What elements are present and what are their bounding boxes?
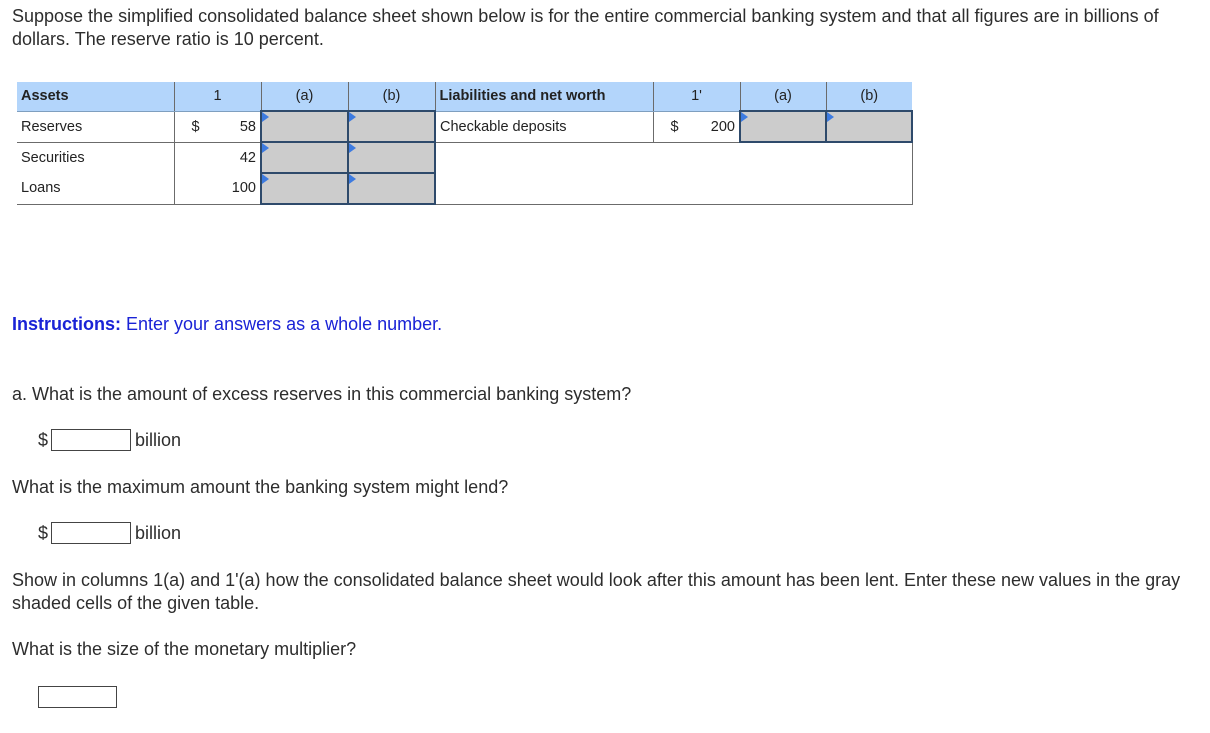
currency-symbol: $	[670, 118, 679, 135]
loans-col-a-cell[interactable]	[261, 173, 348, 204]
header-col-a: (a)	[261, 82, 348, 111]
header-liabilities: Liabilities and net worth	[435, 82, 653, 111]
loans-col-b-cell[interactable]	[348, 173, 435, 204]
loans-value-cell	[174, 173, 261, 204]
empty-cell	[826, 173, 912, 204]
empty-cell	[435, 173, 653, 204]
empty-cell	[740, 173, 826, 204]
reserves-col-a-input[interactable]	[262, 112, 347, 141]
dollar-sign: $	[38, 522, 49, 543]
question-show-columns: Show in columns 1(a) and 1'(a) how the consolidated balance sheet would look after this amount has been lent. Enter these new values in the gray shaded cells of the given table.	[12, 570, 1181, 613]
loans-value: 100	[231, 180, 256, 197]
answer-row-excess-reserves	[38, 429, 181, 451]
max-lend-input[interactable]	[51, 522, 131, 544]
cell-flag-icon	[262, 112, 269, 122]
header-col-b: (b)	[348, 82, 435, 111]
securities-col-a-cell[interactable]	[261, 142, 348, 173]
cell-flag-icon	[741, 112, 748, 122]
balance-sheet-table	[17, 82, 913, 205]
cell-flag-icon	[262, 143, 269, 153]
cell-flag-icon	[349, 143, 356, 153]
question-max-lend: What is the maximum amount the banking system might lend?	[12, 477, 509, 497]
securities-value-cell	[174, 142, 261, 173]
empty-cell	[653, 142, 740, 173]
monetary-multiplier-input[interactable]	[38, 686, 117, 708]
reserves-col-b-cell[interactable]	[348, 111, 435, 142]
table-header-row	[17, 82, 912, 111]
row-label-securities: Securities	[21, 149, 85, 166]
cell-flag-icon	[827, 112, 834, 122]
cell-flag-icon	[349, 174, 356, 184]
row-label-loans: Loans	[17, 173, 174, 204]
empty-cell	[653, 173, 740, 204]
deposits-col-b-cell[interactable]	[826, 111, 912, 142]
instructions-label: Instructions:	[12, 314, 122, 334]
dollar-sign: $	[38, 429, 49, 450]
securities-col-a-input[interactable]	[262, 143, 347, 172]
reserves-value-cell	[174, 111, 261, 142]
instructions-text: Enter your answers as a whole number.	[121, 314, 443, 334]
reserves-col-b-input[interactable]	[349, 112, 434, 141]
question-excess-reserves: a. What is the amount of excess reserves in this commercial banking system?	[12, 384, 632, 404]
row-label-reserves: Reserves	[17, 111, 174, 142]
excess-reserves-input[interactable]	[51, 429, 131, 451]
loans-col-b-input[interactable]	[349, 174, 434, 203]
problem-intro: Suppose the simplified consolidated balance sheet shown below is for the entire commercial banking system and that all figures are in billions of dollars. The reserve ratio is 10 percent.	[12, 6, 1159, 49]
loans-col-a-input[interactable]	[262, 174, 347, 203]
empty-cell	[826, 142, 912, 173]
empty-cell	[435, 142, 653, 173]
deposits-value-cell	[653, 111, 740, 142]
header-col-b-prime: (b)	[826, 82, 912, 111]
securities-col-b-input[interactable]	[349, 143, 434, 172]
securities-value: 42	[239, 149, 256, 166]
question-multiplier: What is the size of the monetary multiplier?	[12, 639, 357, 659]
table-row-reserves	[17, 111, 912, 142]
deposits-value: 200	[710, 118, 735, 135]
row-label-checkable-deposits: Checkable deposits	[435, 111, 653, 142]
header-assets: Assets	[17, 82, 174, 111]
deposits-col-a-cell[interactable]	[740, 111, 826, 142]
header-col-1: 1	[174, 82, 261, 111]
instructions	[12, 314, 442, 335]
securities-col-b-cell[interactable]	[348, 142, 435, 173]
cell-flag-icon	[262, 174, 269, 184]
currency-symbol: $	[191, 118, 200, 135]
reserves-col-a-cell[interactable]	[261, 111, 348, 142]
deposits-col-b-input[interactable]	[827, 112, 911, 141]
deposits-col-a-input[interactable]	[741, 112, 825, 141]
empty-cell	[740, 142, 826, 173]
reserves-value: 58	[239, 118, 256, 135]
unit-label: billion	[135, 429, 182, 450]
cell-flag-icon	[349, 112, 356, 122]
header-col-a-prime: (a)	[740, 82, 826, 111]
header-col-1-prime: 1'	[653, 82, 740, 111]
table-row-securities	[17, 142, 912, 173]
answer-row-max-lend	[38, 522, 181, 544]
table-row-loans	[17, 173, 912, 204]
unit-label: billion	[135, 522, 182, 543]
